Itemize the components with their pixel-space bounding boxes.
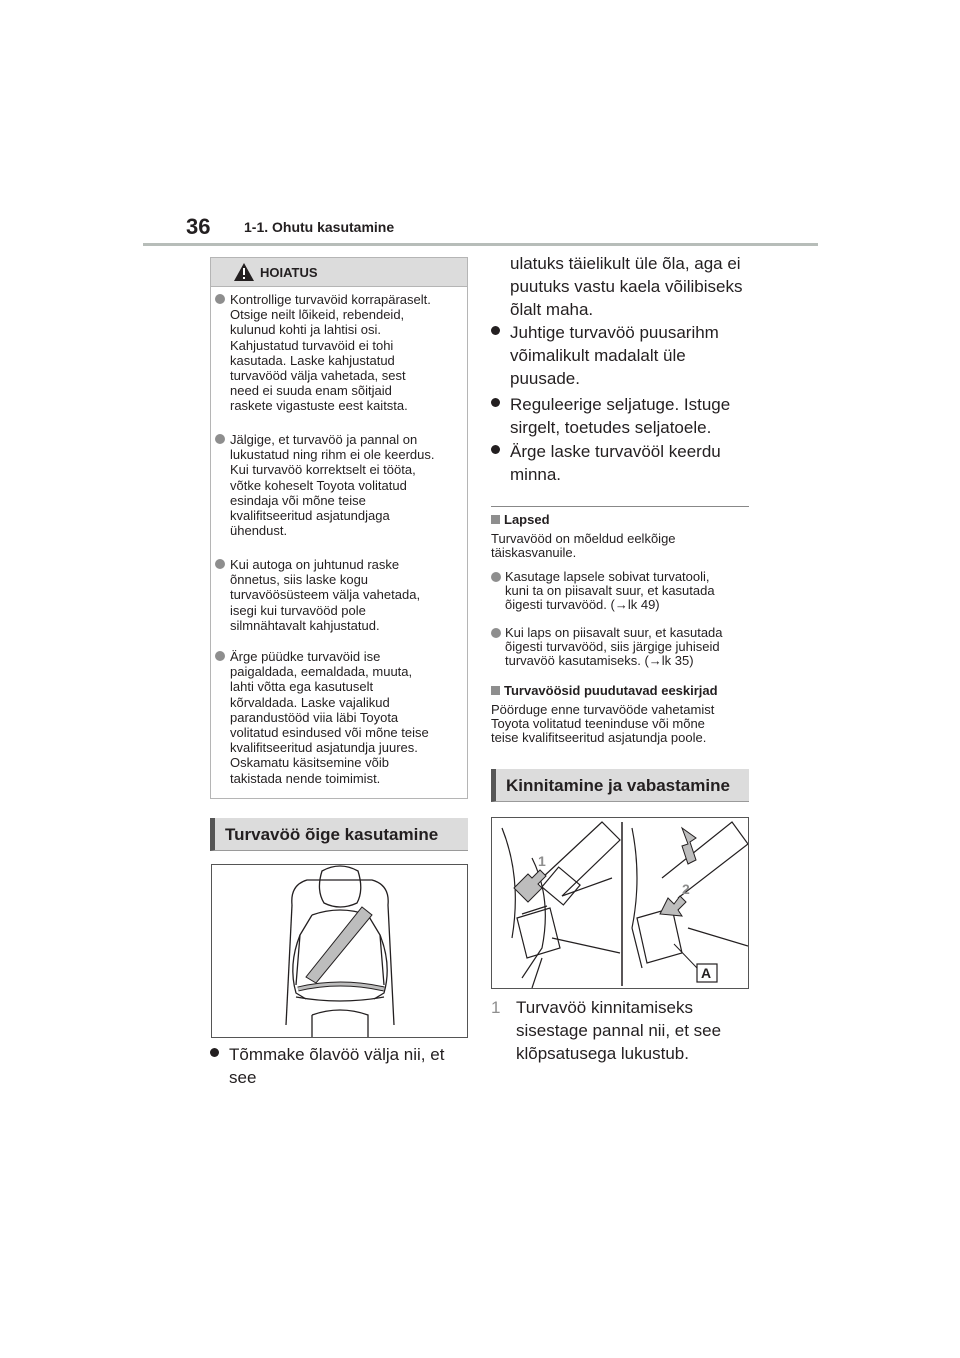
subheading-text: Turvavöösid puudutavad eeskirjad: [504, 683, 718, 698]
figure-label-2: 2: [682, 881, 690, 897]
figure-label-a: A: [701, 965, 712, 981]
bullet-dot: [491, 398, 500, 407]
list-item-text: Kasutage lapsele sobivat turvatooli, kuni ta on piisavalt suur, et kasutada õigesti turvavööd. (→lk 49): [505, 569, 715, 612]
section-heading: Turvavöö õige kasutamine: [225, 825, 439, 844]
list-item: [491, 626, 749, 668]
seatbelt-figure: [211, 864, 468, 1038]
section-heading: Kinnitamine ja vabastamine: [506, 776, 730, 795]
warning-box: [210, 257, 468, 799]
square-bullet-icon: [491, 686, 500, 695]
warning-item-text: Kontrollige turvavöid korrapäraselt. Otsige neilt lõikeid, rebendeid, kulunud kohti ja lahtisi osi. Kahjustatud turvavöid ei tohi kasutada. Laske kahjustatud turvavööd välja vahetada, sest need ei suuda enam sõitjaid raskete vigastuste eest kaitsta.: [230, 292, 431, 414]
list-item: [491, 440, 751, 486]
list-item-text: Ärge laske turvavööl keerdu minna.: [510, 442, 721, 484]
paragraph: Pöörduge enne turvavööde vahetamist Toyota volitatud teeninduse või mõne teise kvalifitseeritud asjatundja poole.: [491, 702, 715, 745]
bullet-dot: [215, 434, 225, 444]
section-title: 1-1. Ohutu kasutamine: [244, 219, 395, 235]
bullet-dot: [215, 651, 225, 661]
bullet-dot: [210, 1048, 219, 1057]
seated-person-illustration: [212, 865, 468, 1038]
section-heading-bar: [210, 818, 468, 851]
step-number: 1: [491, 998, 501, 1017]
continued-text: ulatuks täielikult üle õla, aga ei puutuks vastu kaela võilibiseks õlalt maha.: [510, 254, 743, 319]
bullet-dot: [491, 628, 501, 638]
subheading: [491, 512, 550, 527]
list-item: [491, 393, 751, 439]
bullet-dot: [491, 326, 500, 335]
list-item-text: Tõmmake õlavöö välja nii, et see: [229, 1045, 445, 1087]
warning-header: [211, 258, 467, 287]
list-item-text: Kui laps on piisavalt suur, et kasutada õigesti turvavööd, siis järgige juhiseid turvavöö kasutamiseks. (→lk 35): [505, 625, 723, 668]
warning-triangle-icon: [233, 262, 255, 282]
warning-item-text: Jälgige, et turvavöö ja pannal on lukustatud ning rihm ei ole keerdus. Kui turvavöö korrektselt ei tööta, võtke koheselt Toyota volitatud esindaja või mõne teise kvalifitseeritud asjatundjaga ühendust.: [230, 432, 435, 539]
warning-item: [215, 557, 461, 633]
step-text: Turvavöö kinnitamiseks sisestage pannal nii, et see klõpsatusega lukustub.: [516, 998, 722, 1063]
bullet-dot: [215, 559, 225, 569]
list-item: [210, 1043, 470, 1089]
list-item: [491, 321, 751, 390]
square-bullet-icon: [491, 515, 500, 524]
warning-item: [215, 649, 461, 786]
list-item-text: Juhtige turvavöö puusarihm võimalikult madalalt üle puusade.: [510, 323, 719, 388]
warning-item: [215, 432, 461, 538]
section-heading-bar: [491, 769, 749, 802]
warning-item-text: Ärge püüdke turvavöid ise paigaldada, eemaldada, muuta, lahti võtta ega kasutuselt kõrvaldada. Laske vajalikud parandustööd viia läbi Toyota volitatud esindused või mõne teise kvalifitseeritud asjatundja juures. Oskamatu käsitsemine võib takistada nende toimimist.: [230, 649, 429, 786]
warning-title: HOIATUS: [260, 265, 318, 280]
figure-label-1: 1: [538, 853, 546, 869]
warning-item-text: Kui autoga on juhtunud raske õnnetus, siis laske kogu turvavöösüsteem välja vahetada, isegi kui turvavööd pole silmnähtavalt kahjustatud.: [230, 557, 421, 633]
paragraph: Turvavööd on mõeldud eelkõige täiskasvanuile.: [491, 531, 676, 560]
warning-item: [215, 292, 461, 414]
list-item-text: Reguleerige seljatuge. Istuge sirgelt, toetudes seljatoele.: [510, 395, 731, 437]
bullet-dot: [491, 572, 501, 582]
page-number: 36: [186, 214, 211, 239]
divider: [491, 506, 749, 507]
subheading: [491, 683, 718, 698]
buckle-illustration: [492, 818, 749, 989]
header-rule: [143, 243, 818, 246]
bullet-dot: [491, 445, 500, 454]
buckle-figure: [491, 817, 749, 989]
list-item: [491, 570, 749, 612]
subheading-text: Lapsed: [504, 512, 550, 527]
bullet-dot: [215, 294, 225, 304]
